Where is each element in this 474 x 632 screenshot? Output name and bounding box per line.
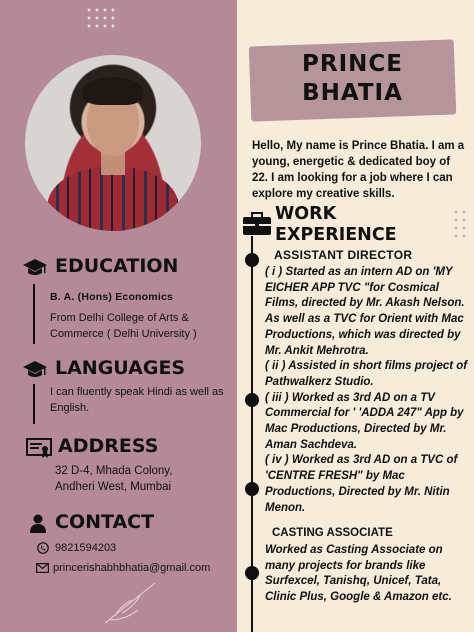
- contact-title: CONTACT: [55, 511, 155, 533]
- languages-title: LANGUAGES: [55, 357, 186, 379]
- experience-list: [265, 265, 473, 516]
- mail-icon: [36, 563, 49, 573]
- briefcase-icon: [242, 212, 272, 236]
- intro-text: Hello, My name is Prince Bhatia. I am a young, energetic & dedicated boy of 22. I am looking for a job where I can explore my creative skills.: [252, 140, 465, 200]
- contact-phone[interactable]: 9821594203: [55, 542, 117, 554]
- languages-text: I can fluently speak Hindi as well as English.: [50, 386, 224, 414]
- timeline-dot: [245, 393, 259, 407]
- work-title-line1: WORK: [275, 204, 337, 224]
- contact-email[interactable]: princerishabhbhatia@gmail.com: [53, 562, 211, 574]
- name-line1: PRINCE: [302, 51, 403, 77]
- work-experience-title: [275, 204, 397, 246]
- graduation-cap-icon: [22, 258, 48, 278]
- phone-icon: [37, 542, 49, 554]
- dots-decoration: [85, 6, 125, 36]
- dots-decoration: [452, 208, 472, 242]
- casting-text: Worked as Casting Associate on many projects for brands like Surfexcel, Tanishq, Unicef, Tata, Clinic Plus, Google & Amazon etc.: [265, 544, 452, 604]
- work-title-line2: EXPERIENCE: [275, 225, 397, 245]
- timeline-dot: [245, 482, 259, 496]
- experience-item: ( iv ) Worked as 3rd AD on a TVC of 'CENTRE FRESH" by Mac Productions, Directed by Mr. Nitin Menon.: [265, 454, 458, 514]
- education-line: [33, 284, 35, 344]
- languages-line: [33, 384, 35, 424]
- certificate-icon: [26, 437, 52, 459]
- address-line1: 32 D-4, Mhada Colony,: [55, 465, 173, 477]
- address-line2: Andheri West, Mumbai: [55, 481, 172, 493]
- casting-title: CASTING ASSOCIATE: [272, 527, 393, 539]
- experience-item: ( iii ) Worked as 3rd AD on a TV Commercial for ' 'ADDA 247" App by Mac Productions, Directed by Mr. Aman Sachdeva.: [265, 391, 464, 451]
- leaf-decoration: [100, 578, 160, 628]
- name-line2: BHATIA: [302, 80, 403, 106]
- role-title: ASSISTANT DIRECTOR: [274, 248, 413, 262]
- candidate-name: [250, 50, 455, 108]
- education-detail: From Delhi College of Arts & Commerce ( Delhi University ): [50, 312, 197, 340]
- profile-photo: [25, 55, 201, 231]
- timeline-dot: [245, 253, 259, 267]
- address-title: ADDRESS: [58, 435, 159, 457]
- education-degree: B. A. (Hons) Economics: [50, 291, 174, 303]
- timeline-dot: [245, 566, 259, 580]
- education-title: EDUCATION: [55, 255, 179, 277]
- experience-item: ( i ) Started as an intern AD on 'MY EICHER APP TVC "for Cosmical Films, directed by Mr. Akash Nelson. As well as a TVC for Orient with Mac Productions, which was directed by Mr. Ankit Mehrotra.: [265, 266, 465, 357]
- graduation-cap-icon: [22, 360, 48, 380]
- experience-item: ( ii ) Assisted in short films project of Pathwalkerz Studio.: [265, 360, 468, 388]
- user-icon: [29, 514, 47, 534]
